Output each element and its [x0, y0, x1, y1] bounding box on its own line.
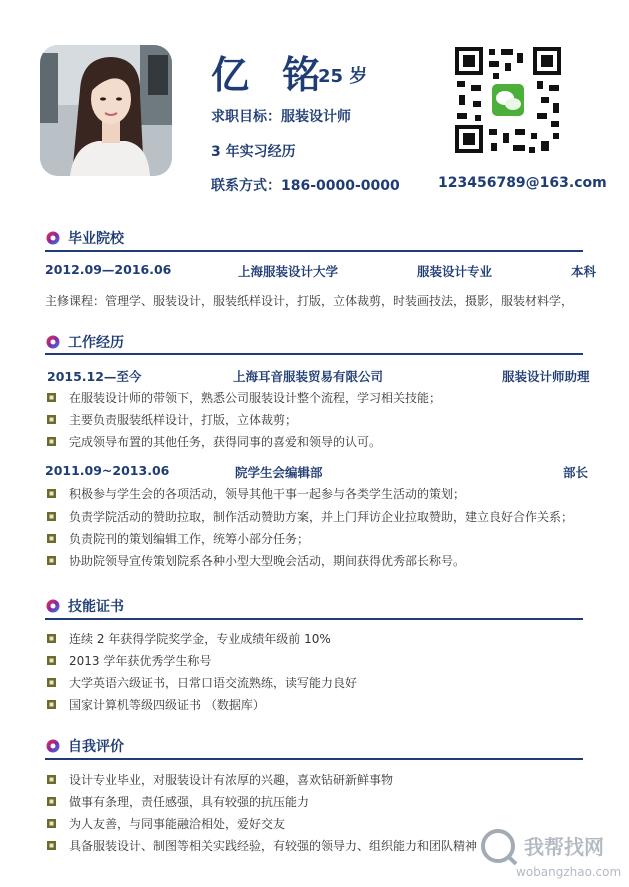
gradient-circle-icon	[46, 231, 60, 245]
work-row-1	[45, 367, 596, 383]
section-title-self	[46, 736, 124, 756]
square-bullet-icon	[47, 797, 56, 806]
square-bullet-icon	[47, 534, 56, 543]
work-org: 院学生会编辑部	[235, 465, 323, 480]
experience-summary: 3 年实习经历	[211, 144, 296, 160]
list-item-text: 具备服装设计、制图等相关实践经验，有较强的领导力、组织能力和团队精神	[69, 839, 478, 853]
square-bullet-icon	[47, 393, 56, 402]
list-item	[47, 552, 465, 569]
work-org: 上海耳音服装贸易有限公司	[233, 369, 384, 384]
watermark-logo-icon	[476, 822, 629, 882]
section-divider	[45, 758, 583, 760]
list-item	[47, 433, 381, 450]
section-label: 技能证书	[68, 599, 124, 615]
square-bullet-icon	[47, 678, 56, 687]
square-bullet-icon	[47, 775, 56, 784]
list-item	[47, 530, 309, 547]
work-row-2	[45, 463, 596, 479]
section-label: 工作经历	[68, 335, 124, 351]
section-label: 毕业院校	[68, 231, 124, 247]
list-item	[47, 508, 573, 525]
section-label: 自我评价	[68, 739, 124, 755]
list-item-text: 2013 学年获优秀学生称号	[69, 654, 212, 668]
list-item	[47, 837, 477, 854]
watermark	[476, 822, 629, 882]
list-item-text: 国家计算机等级四级证书 （数据库）	[69, 698, 265, 712]
list-item	[47, 389, 441, 406]
work-period: 2011.09~2013.06	[45, 463, 170, 478]
list-item-text: 设计专业毕业，对服装设计有浓厚的兴趣，喜欢钻研新鲜事物	[69, 773, 394, 787]
list-item-text: 主要负责服装纸样设计，打版，立体裁剪；	[69, 413, 298, 427]
section-divider	[45, 250, 583, 252]
watermark-url: wobangzhao.com	[516, 865, 622, 879]
gradient-circle-icon	[46, 739, 60, 753]
education-degree: 本科	[571, 264, 597, 279]
list-item-text: 协助院领导宣传策划院系各种小型大型晚会活动，期间获得优秀部长称号。	[69, 554, 466, 568]
work-period: 2015.12—至今	[47, 369, 142, 384]
list-item-text: 做事有条理，责任感强，具有较强的抗压能力	[69, 795, 310, 809]
square-bullet-icon	[47, 489, 56, 498]
section-divider	[45, 618, 583, 620]
list-item-text: 大学英语六级证书，日常口语交流熟练，读写能力良好	[69, 676, 358, 690]
section-title-education	[46, 228, 124, 248]
list-item	[47, 674, 357, 691]
profile-photo-art	[40, 45, 172, 176]
contact-email[interactable]: 123456789@163.com	[438, 175, 607, 191]
list-item	[47, 815, 285, 832]
list-item	[47, 696, 265, 713]
section-divider	[45, 353, 583, 355]
list-item-text: 负责院刊的策划编辑工作，统筹小部分任务；	[69, 532, 310, 546]
candidate-name: 亿 铭	[211, 53, 331, 97]
education-major: 服装设计专业	[417, 264, 493, 279]
list-item	[47, 411, 297, 428]
education-school: 上海服装设计大学	[238, 264, 339, 279]
list-item	[47, 771, 393, 788]
list-item	[47, 485, 465, 502]
list-item	[47, 652, 211, 669]
square-bullet-icon	[47, 656, 56, 665]
watermark-brand: 我帮找网	[524, 835, 604, 859]
job-objective: 求职目标：服装设计师	[211, 109, 351, 125]
list-item-text: 为人友善，与同事能融洽相处，爱好交友	[69, 817, 286, 831]
square-bullet-icon	[47, 512, 56, 521]
qr-code-graphic	[453, 45, 563, 155]
gradient-circle-icon	[46, 599, 60, 613]
list-item	[47, 630, 331, 647]
education-row	[45, 262, 596, 278]
list-item-text: 在服装设计师的带领下，熟悉公司服装设计整个流程，学习相关技能；	[69, 391, 442, 405]
square-bullet-icon	[47, 415, 56, 424]
list-item	[47, 793, 309, 810]
education-period: 2012.09—2016.06	[45, 262, 172, 277]
square-bullet-icon	[47, 556, 56, 565]
list-item-text: 负责学院活动的赞助拉取，制作活动赞助方案，并上门拜访企业拉取赞助，建立良好合作关系；	[69, 510, 574, 524]
contact-phone: 联系方式：186-0000-0000	[211, 178, 400, 194]
square-bullet-icon	[47, 841, 56, 850]
list-item-text: 完成领导布置的其他任务，获得同事的喜爱和领导的认可。	[69, 435, 382, 449]
work-role: 服装设计师助理	[502, 369, 590, 384]
square-bullet-icon	[47, 634, 56, 643]
profile-photo	[40, 45, 172, 176]
square-bullet-icon	[47, 819, 56, 828]
section-title-skills	[46, 596, 124, 616]
candidate-age: 25 岁	[318, 66, 368, 87]
education-courses: 主修课程：管理学、服装设计，服装纸样设计，打版，立体裁剪，时装画技法，摄影，服装材料学，	[45, 294, 574, 308]
list-item-text: 积极参与学生会的各项活动，领导其他干事一起参与各类学生活动的策划；	[69, 487, 466, 501]
gradient-circle-icon	[46, 335, 60, 349]
section-title-work	[46, 332, 124, 352]
work-role: 部长	[563, 465, 589, 480]
square-bullet-icon	[47, 700, 56, 709]
wechat-qr-code-icon	[453, 45, 563, 155]
square-bullet-icon	[47, 437, 56, 446]
list-item-text: 连续 2 年获得学院奖学金，专业成绩年级前 10%	[69, 632, 331, 646]
